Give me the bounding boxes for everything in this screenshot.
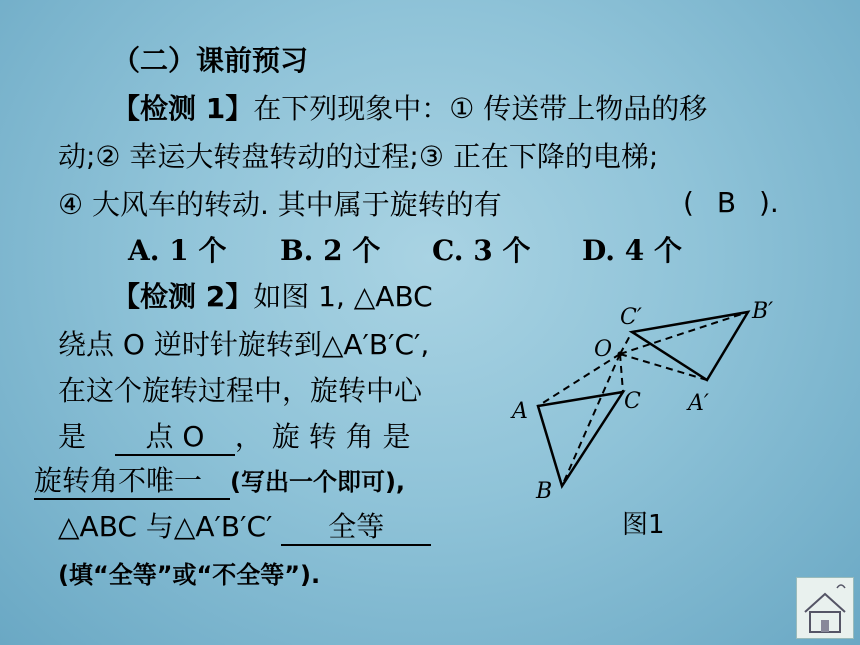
question-1-label: 【检测 1】 — [112, 92, 254, 125]
label-b: B — [536, 479, 553, 504]
triangle-abc — [538, 392, 623, 486]
question-1-answer: B — [716, 186, 737, 219]
answer-rotation-angle: 旋转角不唯一 — [34, 464, 230, 500]
rotation-figure — [500, 290, 800, 520]
question-1-options — [128, 234, 682, 268]
label-a-prime: A′ — [688, 391, 709, 416]
label-a: A — [512, 399, 528, 424]
question-2-line-6 — [58, 510, 431, 546]
question-2-line-7: (填“全等”或“不全等”). — [58, 561, 321, 589]
question-1-answer-bracket — [683, 186, 779, 220]
question-2-line-2: 绕点 O 逆时针旋转到△A′B′C′, — [58, 328, 430, 361]
label-c-prime: C′ — [620, 305, 642, 330]
question-2-text-6a: △ABC 与△A′B′C′ — [58, 510, 273, 543]
question-2-line-1 — [112, 280, 433, 314]
figure-caption: 图1 — [622, 510, 665, 540]
point-o — [618, 352, 623, 357]
option-d: D. 4 个 — [582, 234, 683, 267]
question-1-line-3 — [58, 188, 502, 222]
corner-house-icon — [796, 577, 854, 639]
answer-congruent: 全等 — [281, 510, 431, 546]
question-2-text-4a: 是 — [58, 420, 87, 453]
paren-close: ). — [758, 186, 779, 219]
paren-open: ( — [683, 186, 694, 219]
label-o: O — [594, 337, 613, 362]
option-c: C. 3 个 — [432, 234, 531, 267]
question-1-line-1 — [112, 92, 707, 126]
question-2-text-1: 如图 1, △ABC — [253, 280, 433, 313]
question-1-text-3: ④ 大风车的转动. 其中属于旋转的有 — [58, 188, 502, 221]
question-2-text-4b: ， 旋 转 角 是 — [234, 420, 411, 453]
question-2-text-5b: (写出一个即可), — [230, 468, 406, 496]
option-a: A. 1 个 — [128, 234, 227, 267]
question-2-line-3: 在这个旋转过程中，旋转中心 — [58, 374, 423, 407]
question-2-label: 【检测 2】 — [112, 280, 254, 313]
triangle-a1b1c1 — [632, 312, 748, 380]
section-title: （二）课前预习 — [112, 44, 309, 77]
answer-rotation-center: 点 O — [115, 420, 235, 456]
question-2-line-5 — [34, 464, 405, 500]
label-b-prime: B′ — [752, 299, 774, 324]
label-c: C — [624, 389, 641, 414]
question-2-line-4 — [58, 420, 411, 456]
question-1-line-2: 动;② 幸运大转盘转动的过程;③ 正在下降的电梯; — [58, 140, 659, 173]
question-1-text-1: 在下列现象中：① 传送带上物品的移 — [253, 92, 708, 125]
option-b: B. 2 个 — [280, 234, 381, 267]
